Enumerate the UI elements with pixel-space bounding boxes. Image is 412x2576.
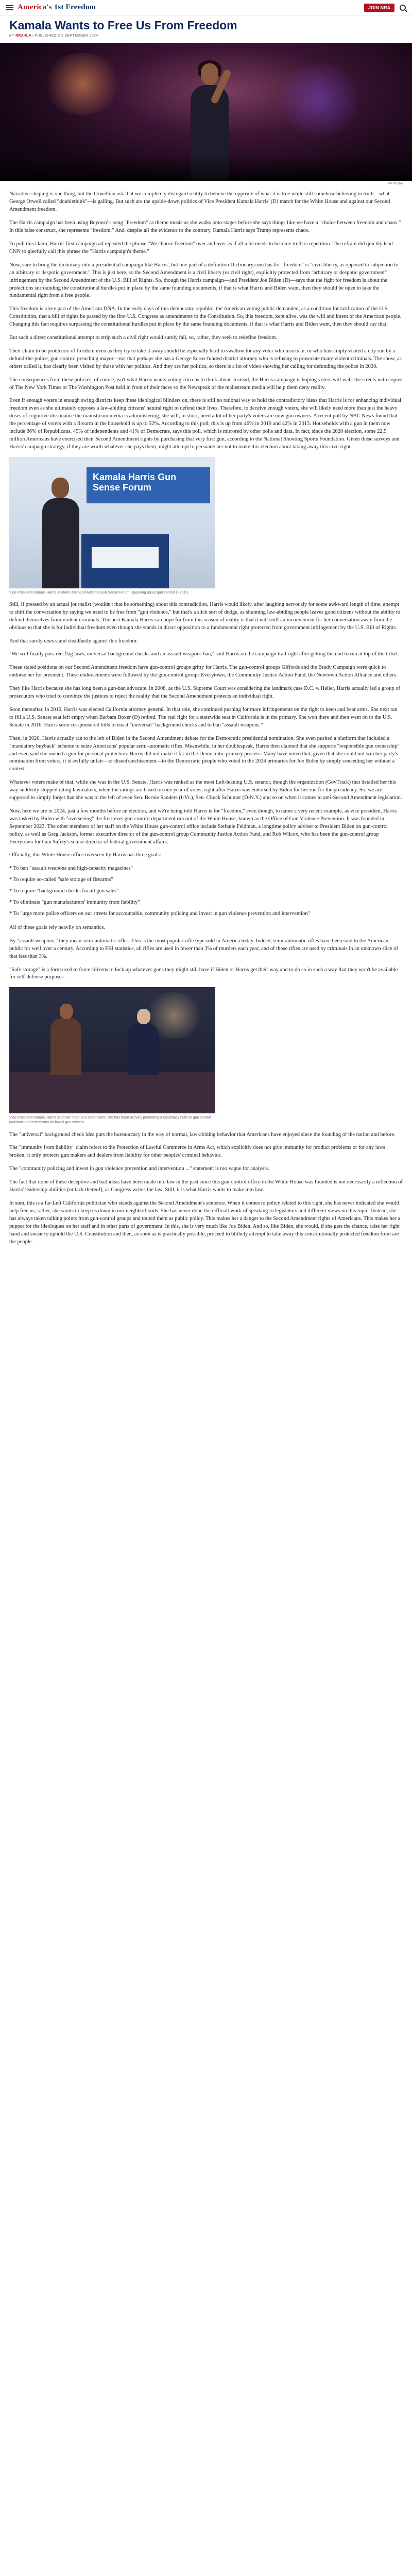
paragraph: The Harris campaign has been using Beyoncé's song "Freedom" as theme music as she walks onto stages before she says things like we have a "choice between freedom and chaos." In this false construct, she represents "freedom." And, despite all the evidence to the contrary, Kamala Harris says Trump represents chaos. bbox=[9, 220, 401, 234]
top-navigation-bar bbox=[0, 0, 412, 15]
paragraph: Now, sure to bring the dictionary into a presidential campaign like Harris', but one part of a definition Dictionary.com has for "freedom" is "civil liberty, as opposed to subjection to an arbitrary or despotic government." This is just here, so the Second Amendment is a civil liberty (or civil right), explicitly protected from "arbitrary or despotic government" infringement by the Second Amendment of the U.S. Bill of Rights. So, though the Harris campaign—and President Joe Biden (D)—says that the fight for freedom is about the protections surrounding the constitutional hurdles put in place by the same founding documents, if that is what Harris and Biden want, then they should be open to take the fundamental right from a free people. bbox=[9, 262, 399, 299]
paragraph: They like Harris because she has long been a gun-ban advocate. In 2008, as the U.S. Supreme Court was considering the landmark case D.C. v. Heller, Harris actually led a group of prosecutors who tried to convince the justices to reject the reality that the Second Amendment protects an individual right. bbox=[9, 686, 401, 700]
paragraph: Officially, this White House office overseen by Harris has three goals: bbox=[9, 852, 161, 858]
list-item: * To require so-called "safe storage of firearms" bbox=[9, 877, 113, 883]
list-item: * To "urge more police officers on our streets for accountable, community policing and invest in gun violence prevention and intervention" bbox=[9, 911, 310, 917]
paragraph: In sum, this is a far-Left California politician who stands against the Second Amendment's sentence. When it comes to policy related to this right, she has never indicated she would help free us; rather, she wants to keep us down in our neighborhoods. She has never done the difficult work of speaking to legislators and different views on this topic. Instead, she has always taken talking points from gun-control groups and touted them as public policy. This makes her a danger to the Second Amendment rights of Americans. This makes her a puppet for the ideologues on her staff and in other parts of government. In this, she is very much like Joe Biden. And so, like Biden, she would, if she gets the chance, raise her right hand and swear to uphold the U.S. Constitution and then, as soon as is practically possible, proceed to blithely attempt to take away this constitutionally protected freedom from are the people. bbox=[9, 1200, 401, 1245]
paragraph: The consequences from these policies, of course, isn't what Harris wants voting citizens to think about. Instead, the Harris campaign is hoping voters will walk the streets with copies of The New York Times or The Washington Post held in front of their faces so the Newspeak of the mainstream media will help them deny reality. bbox=[9, 377, 402, 391]
hamburger-menu-icon[interactable] bbox=[6, 5, 13, 10]
paragraph: The "immunity from liability" claim refers to the Protection of Lawful Commerce in Arms Act, which explicitly does not give immunity for product problems or for any laws broken; it only protects gun makers and dealers from liability for other peoples' criminal behavior. bbox=[9, 1145, 386, 1159]
brand bbox=[6, 3, 96, 12]
inline-photo bbox=[9, 987, 215, 1113]
list-item: * To require "background checks for all gun sales" bbox=[9, 888, 119, 894]
paragraph: Their claim to be protectors of freedom even as they try to take it away should be especially hard to swallow for any voter who insists in, or who has simply visited a city run by a defund-the-police, gun-control preaching mayor—not that perhaps she has a George Soros-funded district attorney who is refusing to prosecute many violent criminals. The show, as others called it, has clearly been visited by those with her politics. And they are her politics, so there is a lot of video showing her calling for defunding the police in 2020. bbox=[9, 348, 402, 369]
photo-caption: Vice President Kamala Harris is shown here at a 2024 event; she has been actively promoting a candidacy built on gun control positions and restrictions on lawful gun owners. bbox=[9, 1116, 211, 1125]
stage-light bbox=[41, 53, 124, 115]
paragraph: This freedom is a key part of the American DNA. In the early days of this democratic republic, the American voting public demanded, as a condition for ratification of the U.S. Constitution, that a bill of rights be passed by the first U.S. Congress as amendments to the Constitution. So, this freedom, kept alive, was the will and intent of the American people. Changing this fact requires surpassing the constitutional hurdles put in place by the same founding documents, if that is what Harris and Biden want, then they should say that. bbox=[9, 306, 402, 328]
join-button[interactable]: JOIN NRA bbox=[364, 4, 394, 12]
list-item: * To ban "assault weapons and high-capacity magazines" bbox=[9, 866, 133, 872]
paragraph: The "universal" background check idea puts the bureaucracy in the way of normal, law-abiding behavior that Americans have enjoyed since the founding of the nation and before. bbox=[9, 1131, 396, 1138]
paragraph-group bbox=[9, 601, 403, 859]
paragraph: Narrative-shaping is one thing, but the Orwellian ask that we completely disregard reality to believe the opposite of what it is true while still somehow believing in truth—what George Orwell called "doublethink"—is galling. But such are the upside-down politics of Vice President Kamala Harris' (D) march for the White House and against our Second Amendment freedom. bbox=[9, 191, 390, 213]
paragraph: All of these goals rely heavily on semantics. bbox=[9, 924, 106, 930]
paragraph: Then, in 2020, Harris actually ran to the left of Biden in the Second Amendment debate for the Democratic presidential nomination. She even pushed a platform that included a "mandatory buyback" scheme to seize Americans' popular semi-automatic rifles. Meanwhile, in her doublespeak, Harris then claimed that she supports "responsible gun ownership" and even said she owned a gun for personal protection. Harris did not make it far in the Democratic primary process. Many have noted that, given that she could not win her party's nomination from voters, it is awfully unfair—or disenfranchisement—to the Democratic people who voted in the 2024 primaries for Joe Biden by simply conceding her without a contest. bbox=[9, 735, 400, 772]
paragraph: And that surely does stand steadfastly against this freedom: bbox=[9, 638, 138, 644]
paragraph: By "assault weapons," they mean semi-automatic rifles. This is the most popular rifle type sold in America today. Indeed, semi-automatic rifles have been sold to the American public for well over a century. According to FBI statistics, all rifles are used in fewer than 3% of murders each year, and of those rifles are used by criminals in an unknown slice of that less than 3%. bbox=[9, 938, 398, 959]
paragraph: Soon thereafter, in 2010, Harris was elected California attorney general. In that role, she continued pushing for more infringements on the right to keep and bear arms. She next ran to fill a U.S. Senate seat left empty when Barbara Boxer (D) retired. The real fight for a statewide seat in California is in the primary. She won there and then went on to the U.S. Senate in 2016. Harris soon co-sponsored bills to enact "universal" background checks and to ban "assault weapons." bbox=[9, 706, 398, 728]
article-title: Kamala Wants to Free Us From Freedom bbox=[9, 19, 237, 32]
hero-image bbox=[0, 43, 412, 181]
paragraph: Still, if pressed by an actual journalist (wouldn't that be something) about this contradiction, Harris would likely, after laughing nervously for some awkward length of time, attempt to shift the conversation by saying we need to be free from "gun violence," but that's a slick sort of dodge, as shunning law-abiding people leaves good citizens without the ability to defend themselves from violent criminals. The best Kamala Harris can hope for from this season of reality is that it will shift an inconvenient for her conversation away from the obvious to that she is for individual freedom even though she stands in direct opposition to a fundamental right protected from government infringement by the U.S. Bill of Rights. bbox=[9, 601, 400, 631]
topbar-actions bbox=[364, 4, 406, 12]
paragraph-group bbox=[9, 191, 403, 451]
stage-light bbox=[273, 63, 366, 135]
byline: BY NRA-ILA | PUBLISHED ON SEPTEMBER 2024 bbox=[9, 34, 98, 38]
paragraph: These stated positions on our Second Amendment freedom have gun-control groups gritty for Harris. The gun-control groups Giffords and the Brady Campaign were quick to endorse her for president. These endorsements were followed by the gun-control groups Everytown, the Community Justice Action Fund, the Newtown Action Alliance and others. bbox=[9, 665, 398, 679]
title-block bbox=[0, 15, 412, 39]
goals-list bbox=[9, 865, 403, 918]
inline-photo bbox=[9, 457, 215, 588]
article-body bbox=[0, 185, 412, 1262]
paragraph: "We will finally pass red-flag laws, universal background checks and an assault weapons ban," said Harris on the campaign trail right after getting the nod to run at top of the ticket. bbox=[9, 651, 400, 657]
photo-caption: Vice President Kamala Harris at Moms Demand Action's Gun Sense Forum, speaking about gun control in 2019. bbox=[9, 590, 189, 595]
paragraph: But such a direct constitutional attempt to strip such a civil right would surely fail, so, rather, they seek to redefine freedom. bbox=[9, 335, 278, 341]
paragraph-group bbox=[9, 924, 403, 981]
hero-credit: AP Photo/ bbox=[387, 182, 403, 186]
site-logo[interactable]: America's 1st Freedom bbox=[18, 3, 96, 11]
event-banner: Kamala Harris Gun Sense Forum bbox=[87, 467, 210, 503]
paragraph: To pull this claim, Harris' first campaign ad repeated the phrase "We choose freedom" over and over as if all a lie needs to become truth is repetition. The refrain did quickly lead CNN to gleefully call this phrase the "Harris campaign's theme." bbox=[9, 241, 393, 255]
paragraph: The fact that none of these deceptive and bad ideas have been made into law in the past since this gun-control office in the White House was founded is not necessarily a reflection of Harris' leadership abilities (or lack thereof), as Congress writes the law. Still, it is what Harris wants to make into law. bbox=[9, 1179, 403, 1193]
list-item: * To eliminate "gun manufacturers' immunity from liability" bbox=[9, 900, 140, 906]
search-icon[interactable] bbox=[400, 5, 406, 11]
paragraph: Now, here we are in 2024, just a few months before an election, and we're being told Harris is for "freedom," even though, to name a very recent example, as vice president, Harris was tasked by Biden with "overseeing" the first-ever gun-control department run out of the White House, known as the Office of Gun Violence Prevention. It was founded in September 2023. The other members of her staff on the White House gun-control office include Stefanie Feldman, a longtime policy adviser to President Biden on gun-control policy, as well as Greg Jackson, former executive director of the gun-control group Community Justice Action Fund, and Rob Wilcox, who has been the gun-control group Everytown for Gun Safety's senior director of federal government affairs. bbox=[9, 808, 397, 845]
paragraph: Whatever voters make of that, while she was in the U.S. Senate, Harris was ranked as the most Left-leaning U.S. senator, though the organization (GovTrack) that detailed her this way suddenly stopped rating lawmakers, when the ratings are based on one year of votes; right after Harris was endorsed by Biden for her run for the presidency. So, we are supposed to simply forget that she was to the left of even Sen. Bernie Sanders (I-Vt.), Sen. Chuck Schumer (D-N.Y.) and so on when it comes to anti-Second Amendment legislation. bbox=[9, 779, 402, 801]
paragraph: "Safe storage" is a form used to force citizens to lock up whatever guns they might still have if Biden or Harris get their way and to do so in such a way that they won't be available for self-defense purposes. bbox=[9, 967, 398, 980]
paragraph-group bbox=[9, 1131, 403, 1246]
author-link[interactable]: NRA-ILA bbox=[15, 34, 31, 38]
paragraph: The "community policing and invest in gun violence prevention and intervention ..." statement is too vague for analysis. bbox=[9, 1166, 269, 1172]
paragraph: Even if enough voters in enough swing districts keep these ideological blinders on, there is still no rational way to hold the contradictory ideas that Harris is for enhancing individual freedom even as she ultimately opposes a law-abiding citizens' natural right to defend their lives. Therefore, to deceive enough voters, she will likely need more than just the heavy doses of cognitive dissonance the mainstream media is administering; she will, in short, need a lot of her party's voters are now gun owners. A recent poll by NBC News found that the percentage of voters with a firearm in the household is up to 52%. According to this poll, this is up from 46% in 2019 and 42% in 2013. Households with a gun in them now include 66% of Republicans, 45% of independents and 41% of Democrats, says this poll, which is mirrored by other polls and data. In fact, since the 2020 election, some 22.5 million Americans have exercised their Second Amendment rights by purchasing that very first gun, according to the National Shooting Sports Foundation. Given these surveys and Harris' campaign strategy, if they are worth whatever she pays them, might attempt to persuade her not to make this election about taking away this civil right. bbox=[9, 398, 402, 450]
